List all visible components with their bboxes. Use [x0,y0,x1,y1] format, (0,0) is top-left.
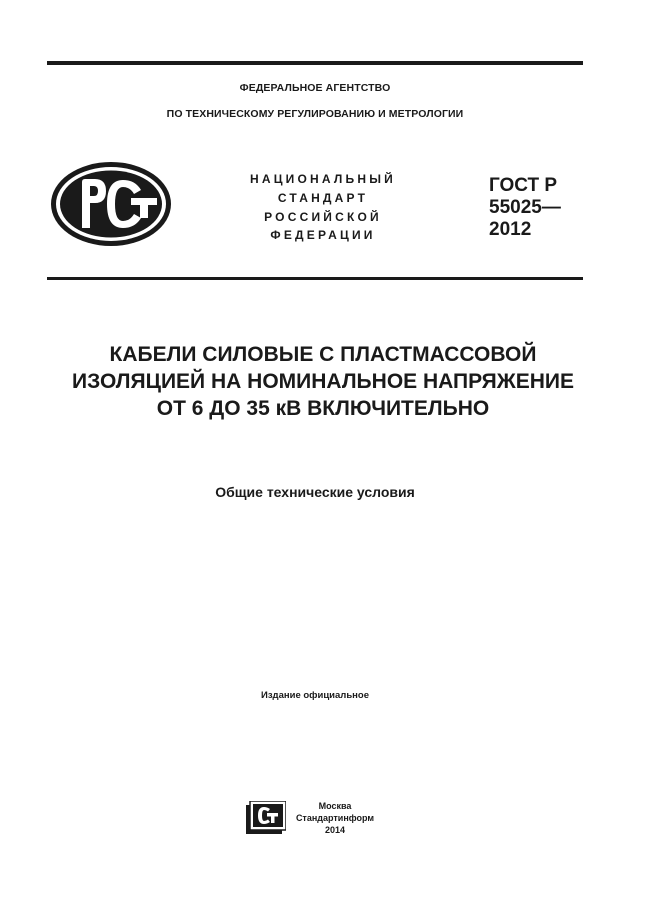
publisher-city: Москва [318,801,352,811]
national-standard-line-1: НАЦИОНАЛЬНЫЙ [249,172,397,186]
standartinform-logo-icon [246,801,286,834]
gost-designation-line-2: 55025— [489,197,561,218]
agency-line-2: ПО ТЕХНИЧЕСКОМУ РЕГУЛИРОВАНИЮ И МЕТРОЛОГИИ [166,108,464,120]
gost-designation-line-3: 2012 [489,219,532,240]
national-standard-line-3: РОССИЙСКОЙ [264,210,382,224]
gost-designation-line-1: ГОСТ Р [489,175,558,196]
edition-label: Издание официальное [261,690,369,701]
document-title-line-1: КАБЕЛИ СИЛОВЫЕ С ПЛАСТМАССОВОЙ [109,343,537,366]
top-rule [47,61,583,65]
publication-year: 2014 [324,825,346,835]
middle-rule [47,277,583,280]
national-standard-line-2: СТАНДАРТ [277,191,369,205]
document-subtitle: Общие технические условия [215,484,415,500]
document-title-line-2: ИЗОЛЯЦИЕЙ НА НОМИНАЛЬНОЕ НАПРЯЖЕНИЕ [72,370,574,393]
national-standard-line-4: ФЕДЕРАЦИИ [270,228,376,242]
agency-line-1: ФЕДЕРАЛЬНОЕ АГЕНТСТВО [239,82,391,94]
publisher-name: Стандартинформ [295,813,375,823]
document-title-line-3: ОТ 6 ДО 35 кВ ВКЛЮЧИТЕЛЬНО [156,397,490,420]
rst-certification-logo-icon [49,160,173,248]
